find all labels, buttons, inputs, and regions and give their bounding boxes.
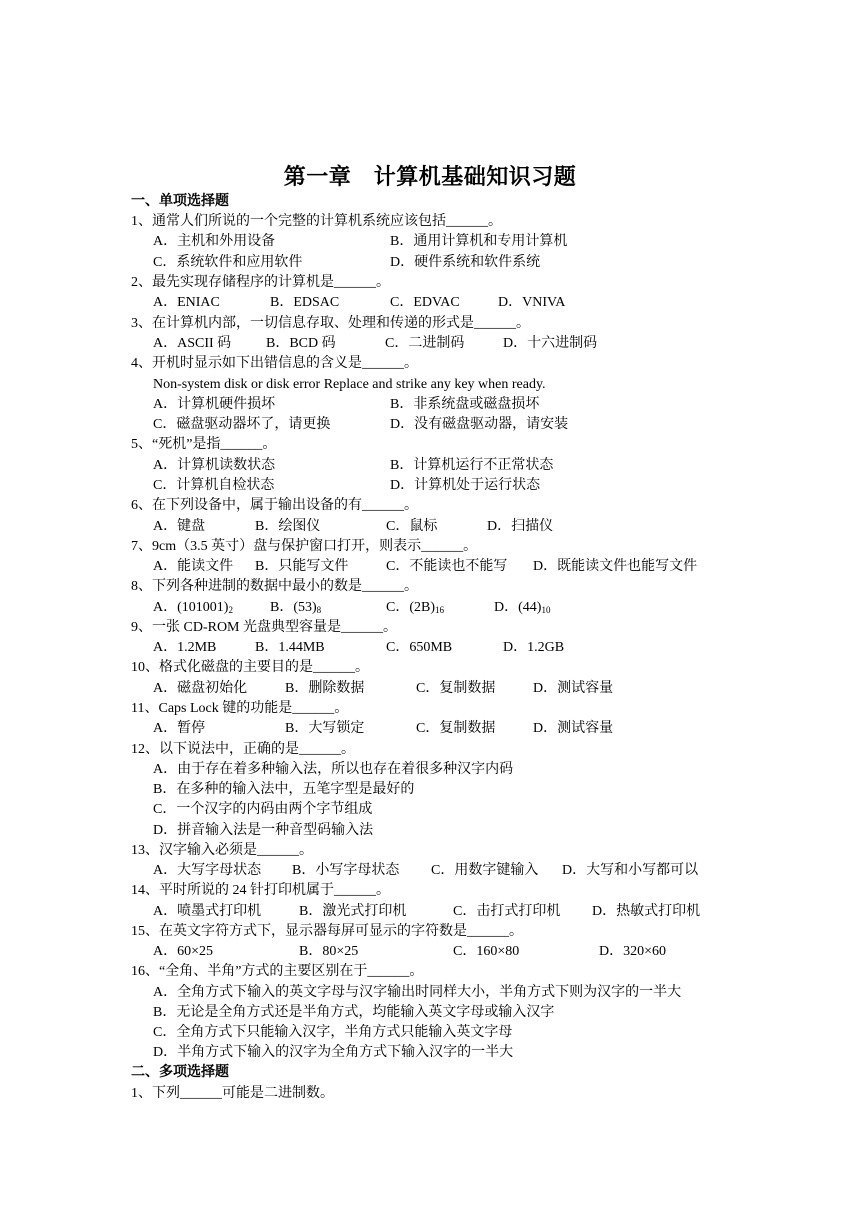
option-a: A．能读文件	[153, 559, 234, 574]
option-c-text: C．(2B)	[386, 600, 435, 615]
option-d-text: D．(44)	[494, 600, 542, 615]
option-a: A．全角方式下输入的英文字母与汉字输出时同样大小，半角方式下则为汉字的一半大	[153, 985, 682, 1000]
chapter-title: 第一章 计算机基础知识习题	[283, 164, 577, 189]
option-d: D．扫描仪	[487, 519, 554, 534]
question-4: 4、开机时显示如下出错信息的含义是______。	[131, 356, 418, 371]
multi-question-1: 1、下列______可能是二进制数。	[131, 1086, 334, 1101]
error-message-text: Non-system disk or disk error Replace and strike any key when ready.	[153, 377, 546, 392]
option-c: C．160×80	[453, 944, 520, 959]
option-c: C．系统软件和应用软件	[153, 255, 303, 270]
option-c	[386, 598, 444, 618]
option-c: C．二进制码	[385, 336, 465, 351]
question-3: 3、在计算机内部，一切信息存取、处理和传递的形式是______。	[131, 316, 530, 331]
option-d: D．热敏式打印机	[592, 904, 701, 919]
option-c: C．用数字键输入	[431, 863, 539, 878]
question-13: 13、汉字输入必须是______。	[131, 843, 313, 858]
option-a-text: A．(101001)	[153, 600, 229, 615]
option-b: B．BCD 码	[266, 336, 336, 351]
option-c: C．复制数据	[416, 681, 496, 696]
option-c: C．650MB	[386, 640, 453, 655]
option-c: C．全角方式下只能输入汉字，半角方式只能输入英文字母	[153, 1025, 513, 1040]
question-15: 15、在英文字符方式下，显示器每屏可显示的字符数是______。	[131, 924, 523, 939]
option-b: B．1.44MB	[255, 640, 325, 655]
option-b: B．计算机运行不正常状态	[390, 458, 554, 473]
question-5: 5、“死机”是指______。	[131, 437, 277, 452]
option-a: A．ASCII 码	[153, 336, 232, 351]
option-d: D．计算机处于运行状态	[390, 478, 541, 493]
option-c: C．一个汉字的内码由两个字节组成	[153, 802, 373, 817]
option-a: A．ENIAC	[153, 295, 220, 310]
option-b: B．大写锁定	[285, 721, 365, 736]
option-a: A．60×25	[153, 944, 214, 959]
section-heading-single-choice: 一、单项选择题	[131, 194, 229, 209]
option-b: B．非系统盘或磁盘损坏	[390, 397, 540, 412]
option-c: C．击打式打印机	[453, 904, 561, 919]
option-a: A．大写字母状态	[153, 863, 262, 878]
option-b: B．无论是全角方式还是半角方式，均能输入英文字母或输入汉字	[153, 1005, 555, 1020]
option-d: D．十六进制码	[503, 336, 598, 351]
option-c: C．磁盘驱动器坏了，请更换	[153, 417, 331, 432]
option-d: D．拼音输入法是一种音型码输入法	[153, 823, 374, 838]
base-subscript: 10	[541, 605, 551, 615]
question-10: 10、格式化磁盘的主要目的是______。	[131, 660, 369, 675]
base-subscript: 16	[435, 605, 444, 615]
option-c: C．复制数据	[416, 721, 496, 736]
option-b: B．只能写文件	[255, 559, 349, 574]
option-b: B．通用计算机和专用计算机	[390, 234, 568, 249]
question-9: 9、一张 CD-ROM 光盘典型容量是______。	[131, 620, 398, 635]
option-d: D．测试容量	[533, 681, 614, 696]
question-2: 2、最先实现存储程序的计算机是______。	[131, 275, 390, 290]
option-b: B．删除数据	[285, 681, 365, 696]
option-b: B．绘图仪	[255, 519, 321, 534]
option-b: B．小写字母状态	[292, 863, 400, 878]
option-b: B．80×25	[299, 944, 359, 959]
option-d: D．硬件系统和软件系统	[390, 255, 541, 270]
option-c: C．鼠标	[386, 519, 438, 534]
option-d: D．大写和小写都可以	[562, 863, 699, 878]
option-b: B．EDSAC	[270, 295, 340, 310]
option-a: A．暂停	[153, 721, 206, 736]
option-a: A．键盘	[153, 519, 206, 534]
option-b	[270, 598, 321, 618]
question-7: 7、9cm（3.5 英寸）盘与保护窗口打开，则表示______。	[131, 539, 478, 554]
question-14: 14、平时所说的 24 针打印机属于______。	[131, 883, 390, 898]
option-d: D．既能读文件也能写文件	[533, 559, 698, 574]
option-c: C．EDVAC	[390, 295, 460, 310]
option-a: A．计算机硬件损坏	[153, 397, 276, 412]
question-16: 16、“全角、半角”方式的主要区别在于______。	[131, 964, 424, 979]
question-6: 6、在下列设备中，属于输出设备的有______。	[131, 498, 418, 513]
section-heading-multiple-choice: 二、多项选择题	[131, 1065, 229, 1080]
option-a	[153, 598, 233, 618]
option-d: D．320×60	[599, 944, 667, 959]
option-d: D．VNIVA	[498, 295, 566, 310]
option-d	[494, 598, 550, 618]
option-d: D．没有磁盘驱动器，请安装	[390, 417, 569, 432]
option-c: C．不能读也不能写	[386, 559, 508, 574]
option-a: A．磁盘初始化	[153, 681, 248, 696]
question-12: 12、以下说法中，正确的是______。	[131, 742, 355, 757]
base-subscript: 8	[316, 605, 322, 615]
option-a: A．主机和外用设备	[153, 234, 276, 249]
option-d: D．半角方式下输入的汉字为全角方式下输入汉字的一半大	[153, 1045, 514, 1060]
option-a: A．计算机读数状态	[153, 458, 276, 473]
option-d: D．测试容量	[533, 721, 614, 736]
question-1: 1、通常人们所说的一个完整的计算机系统应该包括______。	[131, 214, 502, 229]
question-8: 8、下列各种进制的数据中最小的数是______。	[131, 579, 418, 594]
option-b: B．在多种的输入法中，五笔字型是最好的	[153, 782, 415, 797]
option-b-text: B．(53)	[270, 600, 317, 615]
option-a: A．由于存在着多种输入法，所以也存在着很多种汉字内码	[153, 762, 514, 777]
option-d: D．1.2GB	[503, 640, 565, 655]
option-a: A．1.2MB	[153, 640, 217, 655]
question-11: 11、Caps Lock 键的功能是______。	[131, 701, 349, 716]
base-subscript: 2	[228, 605, 233, 615]
option-c: C．计算机自检状态	[153, 478, 275, 493]
option-a: A．喷墨式打印机	[153, 904, 262, 919]
option-b: B．激光式打印机	[299, 904, 407, 919]
